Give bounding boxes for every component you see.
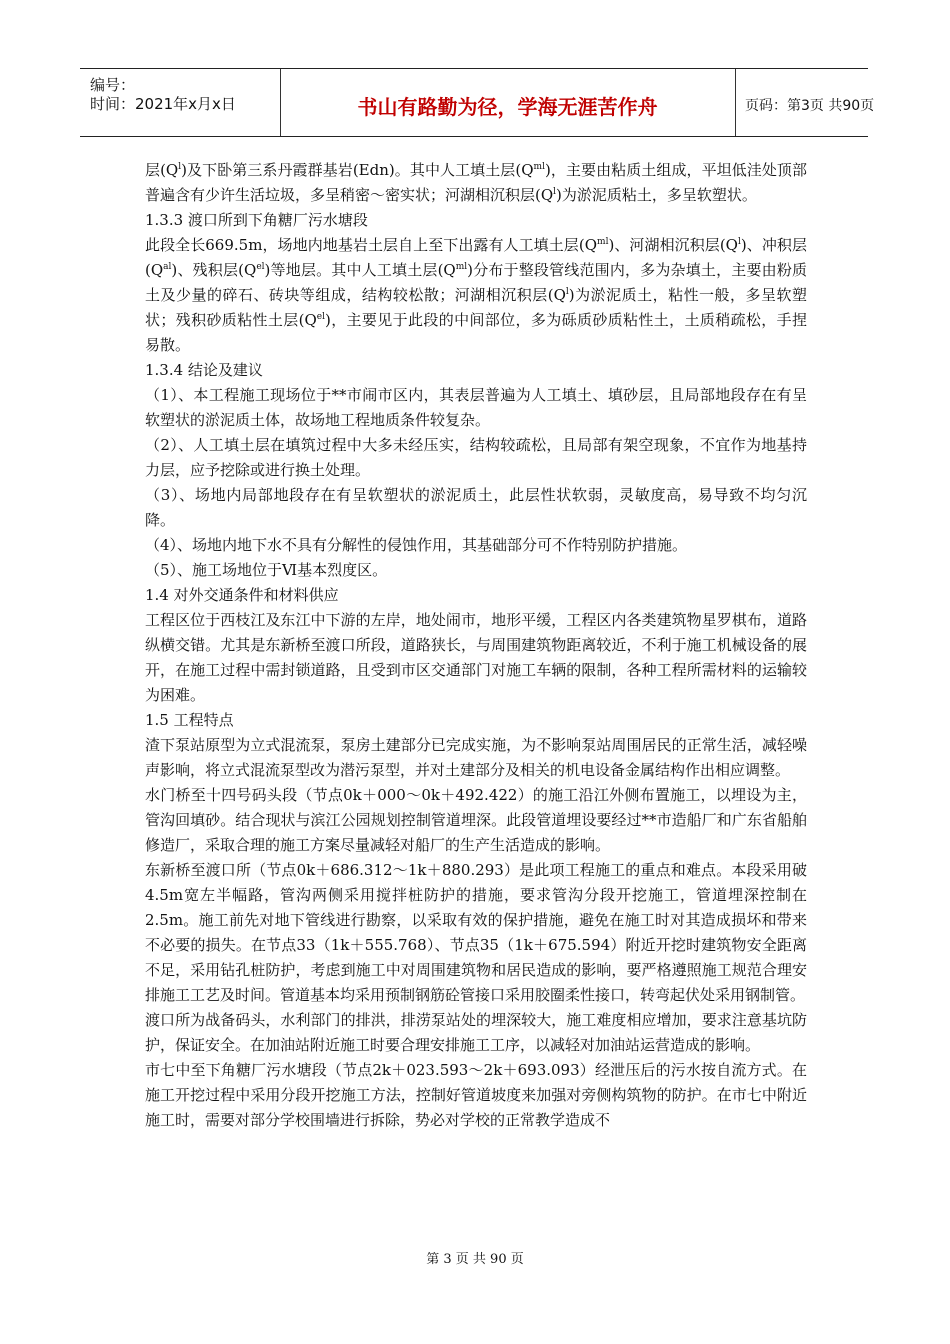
header-page-label: 页码：第3页 共90页 — [745, 98, 875, 114]
heading-1-3-4: 1.3.4 结论及建议 — [145, 361, 263, 379]
page-header — [80, 68, 875, 137]
conclusion-item-4: （4）、场地内地下水不具有分解性的侵蚀作用，其基础部分可不作特别防护措施。 — [145, 536, 688, 554]
header-motto: 书山有路勤为径，学海无涯苦作舟 — [357, 95, 658, 119]
conclusion-item-1: （1）、本工程施工现场位于**市闹市区内，其表层普遍为人工填土、填砂层，且局部地段存在有呈软塑状的淤泥质土体，故场地工程地质条件较复杂。 — [145, 386, 807, 429]
document-body — [145, 158, 807, 1133]
header-meta — [80, 69, 281, 136]
heading-1-3-3: 1.3.3 渡口所到下角糖厂污水塘段 — [145, 211, 368, 229]
header-motto-cell — [280, 69, 736, 136]
paragraph-strata: 层$(Q^l)$及下卧第三系丹霞群基岩(Edn)。其中人工填土层$(Q^{ml})$，主要由粘质土组成，平坦低洼处顶部普遍含有少许生活垃圾，多呈稍密～密实状；河湖相沉积层$(Q^l)$为淤泥质粘土，多呈软塑状。 — [145, 161, 808, 204]
conclusion-item-2: （2）、人工填土层在填筑过程中大多未经压实，结构较疏松，且局部有架空现象，不宜作为地基持力层，应予挖除或进行换土处理。 — [145, 436, 807, 479]
conclusion-item-5: （5）、施工场地位于Ⅵ基本烈度区。 — [145, 561, 388, 579]
paragraph-dongxin-bridge: 东新桥至渡口所（节点0k＋686.312～1k＋880.293）是此项工程施工的重点和难点。本段采用破4.5m宽左半幅路，管沟两侧采用搅拌桩防护的措施，要求管沟分段开挖施工，管道埋深控制在2.5m。施工前先对地下管线进行勘察，以采取有效的保护措施，避免在施工时对其造成损坏和带来不必要的损失。在节点33（1k＋555.768）、节点35（1k＋675.594）附近开挖时建筑物安全距离不足，采用钻孔桩防护，考虑到施工中对周围建筑物和居民造成的影响，要严格遵照施工规范合理安排施工工艺及时间。管道基本均采用预制钢筋砼管接口采用胶圈柔性接口，转弯起伏处采用钢制管。 — [145, 861, 807, 1004]
paragraph-traffic: 工程区位于西枝江及东江中下游的左岸，地处闹市，地形平缓，工程区内各类建筑物星罗棋布，道路纵横交错。尤其是东新桥至渡口所段，道路狭长，与周围建筑物距离较近，不利于施工机械设备的展开，在施工过程中需封锁道路，且受到市区交通部门对施工车辆的限制，各种工程所需材料的运输较为困难。 — [145, 611, 807, 704]
conclusion-item-3: （3）、场地内局部地段存在有呈软塑状的淤泥质土，此层性状软弱，灵敏度高，易导致不均匀沉降。 — [145, 486, 807, 529]
paragraph-pump-station: 渣下泵站原型为立式混流泵，泵房土建部分已完成实施，为不影响泵站周围居民的正常生活，减轻噪声影响，将立式混流泵型改为潜污泵型，并对土建部分及相关的机电设备金属结构作出相应调整。 — [145, 736, 807, 779]
header-page-cell — [735, 69, 875, 136]
heading-1-5: 1.5 工程特点 — [145, 711, 234, 729]
heading-1-4: 1.4 对外交通条件和材料供应 — [145, 586, 339, 604]
paragraph-ferry-station: 渡口所为战备码头，水利部门的排洪，排涝泵站处的埋深较大，施工难度相应增加，要求注意基坑防护，保证安全。在加油站附近施工时要合理安排施工工序，以减轻对加油站运营造成的影响。 — [145, 1011, 807, 1054]
page-footer: 第 3 页 共 90 页 — [426, 1252, 524, 1267]
paragraph-seventh-school: 市七中至下角糖厂污水塘段（节点2k＋023.593～2k＋693.093）经泄压后的污水按自流方式。在施工开挖过程中采用分段开挖施工方法，控制好管道坡度来加强对旁侧构筑物的防护。在市七中附近施工时，需要对部分学校围墙进行拆除，势必对学校的正常教学造成不 — [145, 1061, 807, 1129]
serial-label: 编号： — [90, 76, 136, 94]
paragraph-shuimen-bridge: 水门桥至十四号码头段（节点0k＋000～0k＋492.422）的施工沿江外侧布置施工，以埋设为主，管沟回填砂。结合现状与滨江公园规划控制管道埋深。此段管道埋设要经过**市造船厂和广东省船舶修造厂，采取合理的施工方案尽量减轻对船厂的生产生活造成的影响。 — [145, 786, 807, 854]
time-label: 时间：2021年x月x日 — [90, 95, 236, 113]
paragraph-section-length: 此段全长669.5m，场地内地基岩土层自上至下出露有人工填土层$(Q^{ml})$、河湖相沉积层$(Q^l)$、冲积层$(Q^{al})$、残积层$(Q^{el})$等地层。其中人工填土层$(Q^{ml})$分布于整段管线范围内，多为杂填土，主要由粉质土及少量的碎石、砖块等组成，结构较松散；河湖相沉积层$(Q^l)$为淤泥质土，粘性一般，多呈软塑状；残积砂质粘性土层$(Q^{el})$，主要见于此段的中间部位，多为砾质砂质粘性土，土质稍疏松，手捏易散。 — [145, 236, 808, 354]
